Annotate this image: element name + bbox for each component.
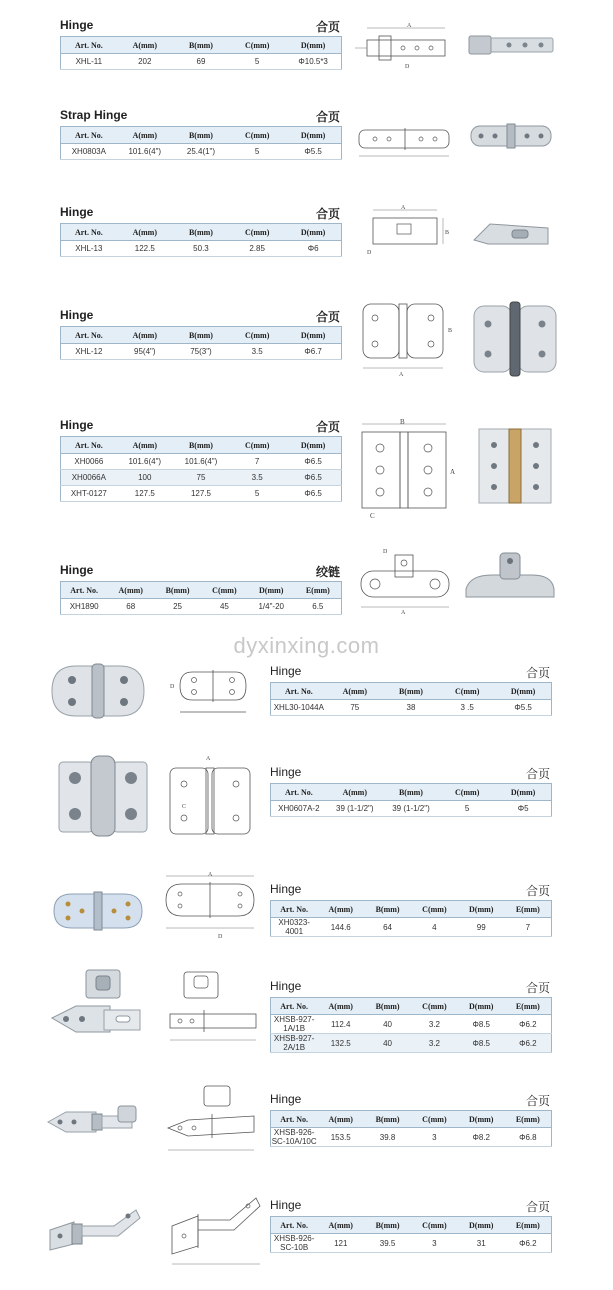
table-cell: 75 — [327, 700, 383, 716]
technical-drawing — [355, 545, 457, 615]
spec-table — [270, 1216, 552, 1253]
table-cell: XHSB-927-1A/1B — [271, 1015, 318, 1034]
table-cell: XHL-12 — [61, 344, 117, 360]
table-cell: Φ6 — [285, 241, 341, 257]
column-header: E(mm) — [295, 582, 342, 599]
column-header: A(mm) — [317, 1111, 364, 1128]
product-title-cn: 合页 — [525, 666, 550, 680]
table-row — [271, 1034, 552, 1053]
table-cell: 40 — [364, 1015, 411, 1034]
table-cell: 3.2 — [411, 1015, 458, 1034]
table-row — [271, 1234, 552, 1253]
column-header: A(mm) — [117, 327, 173, 344]
column-header: C(mm) — [439, 784, 495, 801]
column-header: A(mm) — [107, 582, 154, 599]
table-cell: XHSB-927-2A/1B — [271, 1034, 318, 1053]
product-block — [60, 308, 342, 360]
column-header: Art. No. — [61, 127, 117, 144]
table-cell: 3 — [411, 1234, 458, 1253]
product-block — [270, 1092, 552, 1147]
table-cell: XH0803A — [61, 144, 117, 160]
spec-table — [270, 682, 552, 716]
table-cell: Φ6.5 — [285, 470, 341, 486]
table-cell: Φ6.8 — [505, 1128, 552, 1147]
dim-label: A — [401, 205, 406, 211]
hinge-photo — [44, 1098, 144, 1148]
product-block — [60, 108, 342, 160]
table-cell: XHL30-1044A — [271, 700, 327, 716]
table-cell: 3.5 — [229, 470, 285, 486]
table-cell: Φ6.5 — [285, 486, 341, 502]
table-cell: Φ5.5 — [495, 700, 551, 716]
technical-drawing — [355, 118, 455, 160]
column-header: E(mm) — [505, 1111, 552, 1128]
table-cell: 3 — [411, 1128, 458, 1147]
column-header: A(mm) — [117, 224, 173, 241]
table-cell: Φ6.2 — [505, 1234, 552, 1253]
hinge-photo — [475, 425, 555, 507]
product-title: Hinge — [60, 418, 94, 432]
table-cell: 101.6(4") — [117, 454, 173, 470]
column-header: D(mm) — [458, 1217, 505, 1234]
technical-drawing — [158, 1080, 266, 1160]
table-row — [61, 599, 342, 615]
table-row — [61, 54, 342, 70]
table-cell: 39.8 — [364, 1128, 411, 1147]
table-cell: Φ8.5 — [458, 1015, 505, 1034]
table-cell: Φ6.7 — [285, 344, 341, 360]
table-cell: 4 — [411, 918, 458, 937]
product-title: Hinge — [270, 765, 302, 779]
dim-label: C — [182, 804, 187, 810]
column-header: Art. No. — [61, 37, 117, 54]
product-title-cn: 绞链 — [315, 565, 340, 579]
column-header: D(mm) — [248, 582, 295, 599]
product-title-cn: 合页 — [315, 20, 340, 34]
dim-label: D — [383, 549, 388, 555]
column-header: C(mm) — [411, 998, 458, 1015]
column-header: Art. No. — [271, 1111, 318, 1128]
spec-table — [270, 783, 552, 817]
column-header: Art. No. — [61, 224, 117, 241]
table-cell: XHL-13 — [61, 241, 117, 257]
table-cell: 7 — [229, 454, 285, 470]
hinge-photo — [465, 28, 557, 64]
product-title: Hinge — [270, 1198, 302, 1212]
product-title: Strap Hinge — [60, 108, 128, 122]
hinge-photo — [50, 886, 146, 936]
technical-drawing — [160, 662, 256, 720]
table-cell: 153.5 — [317, 1128, 364, 1147]
table-cell: 202 — [117, 54, 173, 70]
table-cell: 25.4(1") — [173, 144, 229, 160]
table-cell: XHSB-926-SC-10B — [271, 1234, 318, 1253]
column-header: A(mm) — [317, 998, 364, 1015]
table-cell: 101.6(4") — [117, 144, 173, 160]
spec-table — [60, 326, 342, 360]
table-cell: 5 — [439, 801, 495, 817]
table-cell: 127.5 — [117, 486, 173, 502]
spec-table — [60, 581, 342, 615]
product-title-cn: 合页 — [315, 420, 340, 434]
column-header: B(mm) — [383, 784, 439, 801]
column-header: B(mm) — [173, 437, 229, 454]
hinge-photo — [470, 300, 560, 380]
table-cell: 6.5 — [295, 599, 342, 615]
spec-table — [60, 223, 342, 257]
product-title-cn: 合页 — [525, 1094, 550, 1108]
column-header: C(mm) — [411, 1217, 458, 1234]
table-cell: 95(4") — [117, 344, 173, 360]
column-header: A(mm) — [327, 683, 383, 700]
technical-drawing — [160, 1186, 268, 1272]
column-header: B(mm) — [173, 224, 229, 241]
table-cell: Φ5.5 — [285, 144, 341, 160]
product-title: Hinge — [270, 664, 302, 678]
column-header: A(mm) — [117, 437, 173, 454]
hinge-photo — [46, 966, 146, 1046]
column-header: E(mm) — [505, 901, 552, 918]
table-row — [61, 344, 342, 360]
dim-label: A — [206, 756, 211, 762]
table-row — [61, 470, 342, 486]
table-cell: XHT-0127 — [61, 486, 117, 502]
dim-label: A — [208, 872, 213, 878]
dim-label: A — [399, 372, 404, 378]
column-header: C(mm) — [411, 901, 458, 918]
column-header: B(mm) — [364, 901, 411, 918]
column-header: B(mm) — [173, 327, 229, 344]
column-header: D(mm) — [495, 784, 551, 801]
column-header: B(mm) — [154, 582, 201, 599]
table-cell: 69 — [173, 54, 229, 70]
column-header: C(mm) — [229, 437, 285, 454]
hinge-photo — [468, 210, 556, 254]
table-cell: Φ5 — [495, 801, 551, 817]
product-title: Hinge — [60, 18, 94, 32]
table-cell: 39 (1-1/2") — [383, 801, 439, 817]
table-row — [61, 454, 342, 470]
column-header: C(mm) — [201, 582, 248, 599]
spec-table — [270, 997, 552, 1053]
table-cell: 64 — [364, 918, 411, 937]
hinge-photo — [465, 118, 557, 154]
technical-drawing — [160, 966, 264, 1046]
table-cell: Φ8.5 — [458, 1034, 505, 1053]
column-header: C(mm) — [229, 327, 285, 344]
column-header: D(mm) — [285, 37, 341, 54]
column-header: D(mm) — [285, 224, 341, 241]
product-title-cn: 合页 — [315, 110, 340, 124]
table-cell: 127.5 — [173, 486, 229, 502]
table-cell: 101.6(4") — [173, 454, 229, 470]
column-header: Art. No. — [61, 327, 117, 344]
dim-label: B — [448, 328, 453, 334]
product-title: Hinge — [60, 308, 94, 322]
table-row — [61, 144, 342, 160]
column-header: B(mm) — [364, 998, 411, 1015]
table-cell: 100 — [117, 470, 173, 486]
product-title-cn: 合页 — [315, 207, 340, 221]
dim-label: A — [407, 23, 412, 29]
technical-drawing — [355, 296, 455, 378]
column-header: Art. No. — [271, 683, 327, 700]
spec-table — [270, 900, 552, 937]
product-title-cn: 合页 — [525, 767, 550, 781]
table-cell: 38 — [383, 700, 439, 716]
table-cell: 1/4"-20 — [248, 599, 295, 615]
table-row — [271, 1128, 552, 1147]
product-title: Hinge — [270, 882, 302, 896]
dim-label: D — [367, 250, 372, 256]
column-header: D(mm) — [495, 683, 551, 700]
table-cell: 39 (1-1/2") — [327, 801, 383, 817]
product-block — [60, 18, 342, 70]
dim-label: C — [370, 512, 375, 520]
table-row — [271, 700, 552, 716]
hinge-photo — [44, 1200, 144, 1266]
product-block — [60, 418, 342, 502]
product-title-cn: 合页 — [525, 1200, 550, 1214]
column-header: D(mm) — [285, 327, 341, 344]
column-header: A(mm) — [117, 127, 173, 144]
column-header: Art. No. — [271, 1217, 318, 1234]
product-title-cn: 合页 — [525, 981, 550, 995]
spec-table — [60, 126, 342, 160]
table-cell: Φ10.5*3 — [285, 54, 341, 70]
table-cell: XH0323-4001 — [271, 918, 318, 937]
table-cell: 7 — [505, 918, 552, 937]
technical-drawing — [357, 202, 457, 260]
table-row — [61, 241, 342, 257]
column-header: E(mm) — [505, 1217, 552, 1234]
dim-label: D — [170, 684, 175, 690]
technical-drawing — [352, 418, 458, 522]
table-cell: 39.5 — [364, 1234, 411, 1253]
table-cell: Φ6.2 — [505, 1034, 552, 1053]
table-cell: 132.5 — [317, 1034, 364, 1053]
table-row — [61, 486, 342, 502]
table-cell: XH0607A-2 — [271, 801, 327, 817]
column-header: B(mm) — [364, 1217, 411, 1234]
product-block — [60, 205, 342, 257]
table-cell: 112.4 — [317, 1015, 364, 1034]
table-cell: XHL-11 — [61, 54, 117, 70]
column-header: C(mm) — [229, 37, 285, 54]
product-block — [270, 765, 552, 817]
table-cell: 5 — [229, 54, 285, 70]
column-header: B(mm) — [364, 1111, 411, 1128]
table-cell: Φ6.2 — [505, 1015, 552, 1034]
table-cell: 99 — [458, 918, 505, 937]
table-row — [271, 1015, 552, 1034]
column-header: D(mm) — [458, 998, 505, 1015]
column-header: Art. No. — [271, 784, 327, 801]
dim-label: D — [218, 934, 223, 940]
column-header: D(mm) — [285, 127, 341, 144]
table-row — [271, 918, 552, 937]
table-cell: 75 — [173, 470, 229, 486]
column-header: A(mm) — [117, 37, 173, 54]
product-title: Hinge — [270, 979, 302, 993]
product-block — [270, 664, 552, 716]
dim-label: A — [401, 610, 406, 615]
dim-label: A — [450, 468, 456, 476]
product-block — [60, 563, 342, 615]
technical-drawing — [158, 870, 262, 942]
table-cell: 50.3 — [173, 241, 229, 257]
table-cell: 40 — [364, 1034, 411, 1053]
table-cell: 144.6 — [317, 918, 364, 937]
column-header: A(mm) — [317, 1217, 364, 1234]
column-header: Art. No. — [271, 901, 318, 918]
table-cell: 3.5 — [229, 344, 285, 360]
column-header: Art. No. — [61, 437, 117, 454]
product-title: Hinge — [60, 205, 94, 219]
table-cell: 75(3") — [173, 344, 229, 360]
column-header: B(mm) — [173, 37, 229, 54]
column-header: Art. No. — [271, 998, 318, 1015]
technical-drawing — [355, 22, 455, 70]
product-title-cn: 合页 — [315, 310, 340, 324]
hinge-photo — [48, 660, 148, 722]
table-cell: 5 — [229, 144, 285, 160]
dim-label: B — [400, 418, 405, 426]
column-header: D(mm) — [458, 1111, 505, 1128]
column-header: D(mm) — [458, 901, 505, 918]
product-block — [270, 882, 552, 937]
spec-table — [270, 1110, 552, 1147]
hinge-photo — [462, 545, 558, 607]
table-cell: 31 — [458, 1234, 505, 1253]
column-header: C(mm) — [229, 127, 285, 144]
product-block — [270, 979, 552, 1053]
column-header: C(mm) — [439, 683, 495, 700]
dim-label: B — [445, 230, 450, 236]
table-cell: Φ6.5 — [285, 454, 341, 470]
watermark: dyxinxing.com — [233, 633, 380, 658]
table-cell: 3.2 — [411, 1034, 458, 1053]
table-cell: 25 — [154, 599, 201, 615]
column-header: Art. No. — [61, 582, 108, 599]
table-cell: 68 — [107, 599, 154, 615]
product-block — [270, 1198, 552, 1253]
table-row — [271, 801, 552, 817]
table-cell: 45 — [201, 599, 248, 615]
table-cell: XHSB-926-SC-10A/10C — [271, 1128, 317, 1146]
column-header: C(mm) — [411, 1111, 458, 1128]
table-cell: 2.85 — [229, 241, 285, 257]
dim-label: D — [405, 64, 410, 70]
hinge-photo — [55, 752, 150, 840]
column-header: A(mm) — [327, 784, 383, 801]
table-cell: XH0066A — [61, 470, 117, 486]
table-cell: XH1890 — [61, 599, 108, 615]
table-cell: 121 — [317, 1234, 364, 1253]
column-header: D(mm) — [285, 437, 341, 454]
table-cell: 3 .5 — [439, 700, 495, 716]
column-header: B(mm) — [383, 683, 439, 700]
table-cell: XH0066 — [61, 454, 117, 470]
spec-table — [60, 36, 342, 70]
technical-drawing — [160, 752, 260, 844]
column-header: B(mm) — [173, 127, 229, 144]
spec-table — [60, 436, 342, 502]
column-header: C(mm) — [229, 224, 285, 241]
table-cell: Φ8.2 — [458, 1128, 505, 1147]
product-title: Hinge — [270, 1092, 302, 1106]
table-cell: 122.5 — [117, 241, 173, 257]
table-cell: 5 — [229, 486, 285, 502]
column-header: E(mm) — [505, 998, 552, 1015]
product-title-cn: 合页 — [525, 884, 550, 898]
column-header: A(mm) — [317, 901, 364, 918]
product-title: Hinge — [60, 563, 94, 577]
